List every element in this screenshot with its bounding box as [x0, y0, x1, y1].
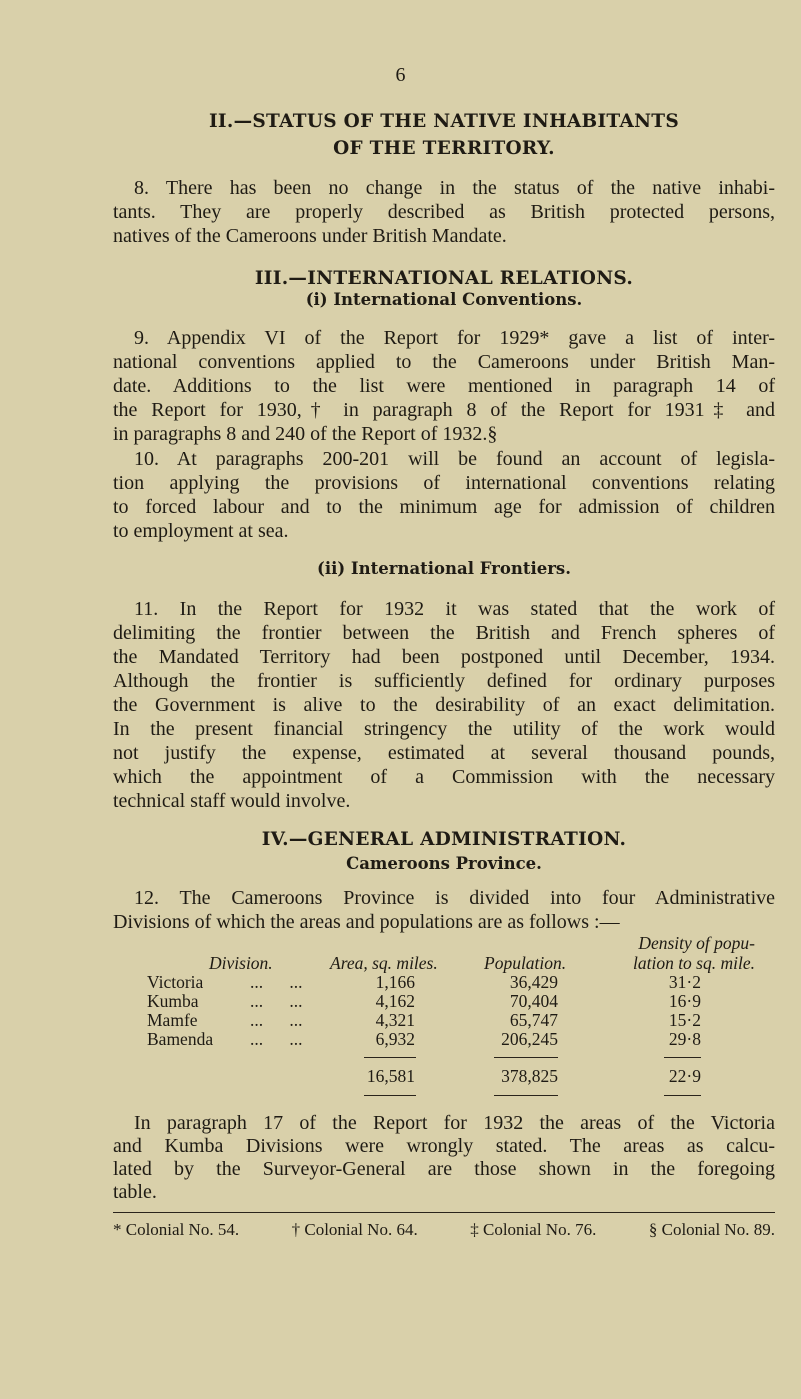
text-line: 8. There has been no change in the status of the native inhabi- — [134, 177, 775, 199]
population-value: 70,404 — [509, 991, 558, 1011]
text-line: to forced labour and to the minimum age for admission of children — [113, 496, 775, 518]
text-line: Divisions of which the areas and populations are as follows :— — [113, 911, 620, 933]
text-line: the Mandated Territory had been postponed until December, 1934. — [113, 646, 775, 668]
leader-dots: ... ... — [250, 972, 303, 992]
division-name: Mamfe — [147, 1010, 198, 1030]
density-total: 22·9 — [668, 1066, 701, 1086]
division-name: Kumba — [147, 991, 199, 1011]
leader-dots: ... ... — [250, 1029, 303, 1049]
footnote: § Colonial No. 89. — [648, 1220, 775, 1239]
area-value: 1,166 — [375, 972, 415, 992]
text-line: lated by the Surveyor-General are those shown in the foregoing — [113, 1158, 775, 1180]
subheading-international-conventions: (i) International Conventions. — [305, 290, 583, 309]
text-line: and Kumba Divisions were wrongly stated. The areas as calcu- — [113, 1135, 775, 1157]
area-value: 4,321 — [375, 1010, 415, 1030]
density-value: 16·9 — [668, 991, 701, 1011]
area-value: 6,932 — [375, 1029, 415, 1049]
density-value: 31·2 — [668, 972, 701, 992]
sum-rule — [494, 1057, 558, 1058]
text-line: which the appointment of a Commission with the necessary — [113, 766, 775, 788]
sum-rule — [664, 1057, 701, 1058]
page-number: 6 — [395, 64, 406, 86]
text-line: Although the frontier is sufficiently defined for ordinary purposes — [113, 670, 775, 692]
text-line: table. — [113, 1181, 157, 1203]
footnote: ‡ Colonial No. 76. — [470, 1220, 597, 1239]
text-line: 12. The Cameroons Province is divided into four Administrative — [134, 887, 775, 909]
sum-rule — [364, 1057, 416, 1058]
footnotes — [113, 1220, 775, 1240]
text-line: the Report for 1930,† in paragraph 8 of the Report for 1931‡ and — [113, 399, 775, 421]
total-rule — [494, 1095, 558, 1096]
subheading-cameroons-province: Cameroons Province. — [346, 854, 542, 873]
text-line: delimiting the frontier between the British and French spheres of — [113, 622, 775, 644]
text-line: 11. In the Report for 1932 it was stated that the work of — [134, 598, 775, 620]
text-line: 10. At paragraphs 200-201 will be found an account of legisla- — [134, 448, 775, 470]
leader-dots: ... ... — [250, 991, 303, 1011]
footnote: † Colonial No. 64. — [291, 1220, 418, 1239]
text-line: to employment at sea. — [113, 520, 289, 542]
text-line: 9. Appendix VI of the Report for 1929* gave a list of inter- — [134, 327, 775, 349]
area-total: 16,581 — [366, 1066, 415, 1086]
division-name: Victoria — [147, 972, 204, 992]
section-4-heading: IV.—GENERAL ADMINISTRATION. — [261, 829, 627, 850]
paragraph-correction — [113, 1112, 775, 1204]
text-line: tion applying the provisions of international conventions relating — [113, 472, 775, 494]
density-value: 15·2 — [668, 1010, 701, 1030]
density-value: 29·8 — [668, 1029, 701, 1049]
section-3-heading: III.—INTERNATIONAL RELATIONS. — [254, 268, 634, 289]
text-line: not justify the expense, estimated at several thousand pounds, — [113, 742, 775, 764]
area-value: 4,162 — [375, 991, 415, 1011]
total-rule — [664, 1095, 701, 1096]
header-area: Area, sq. miles. — [330, 953, 438, 973]
subheading-international-frontiers: (ii) International Frontiers. — [317, 559, 571, 578]
footnote-rule — [113, 1212, 775, 1213]
population-total: 378,825 — [501, 1066, 558, 1086]
header-division: Division. — [209, 953, 273, 973]
text-line: In paragraph 17 of the Report for 1932 the areas of the Victoria — [134, 1112, 775, 1134]
header-density-2: lation to sq. mile. — [632, 953, 755, 973]
text-line: In the present financial stringency the utility of the work would — [113, 718, 775, 740]
population-value: 65,747 — [509, 1010, 558, 1030]
text-line: technical staff would involve. — [113, 790, 351, 812]
header-density-1: Density of popu- — [638, 933, 755, 953]
text-line: the Government is alive to the desirability of an exact delimitation. — [113, 694, 775, 716]
text-line: national conventions applied to the Cameroons under British Man- — [113, 351, 775, 373]
heading-line: II.—STATUS OF THE NATIVE INHABITANTS — [208, 111, 680, 132]
text-line: natives of the Cameroons under British Mandate. — [113, 225, 507, 247]
footnote: * Colonial No. 54. — [113, 1220, 240, 1239]
text-line: date. Additions to the list were mentioned in paragraph 14 of — [113, 375, 775, 397]
text-line: in paragraphs 8 and 240 of the Report of 1932.§ — [113, 423, 498, 445]
header-population: Population. — [484, 953, 567, 973]
text-line: tants. They are properly described as British protected persons, — [113, 201, 775, 223]
heading-line: OF THE TERRITORY. — [333, 138, 555, 159]
population-value: 36,429 — [509, 972, 558, 992]
leader-dots: ... ... — [250, 1010, 303, 1030]
population-value: 206,245 — [501, 1029, 558, 1049]
division-name: Bamenda — [147, 1029, 214, 1049]
total-rule — [364, 1095, 416, 1096]
